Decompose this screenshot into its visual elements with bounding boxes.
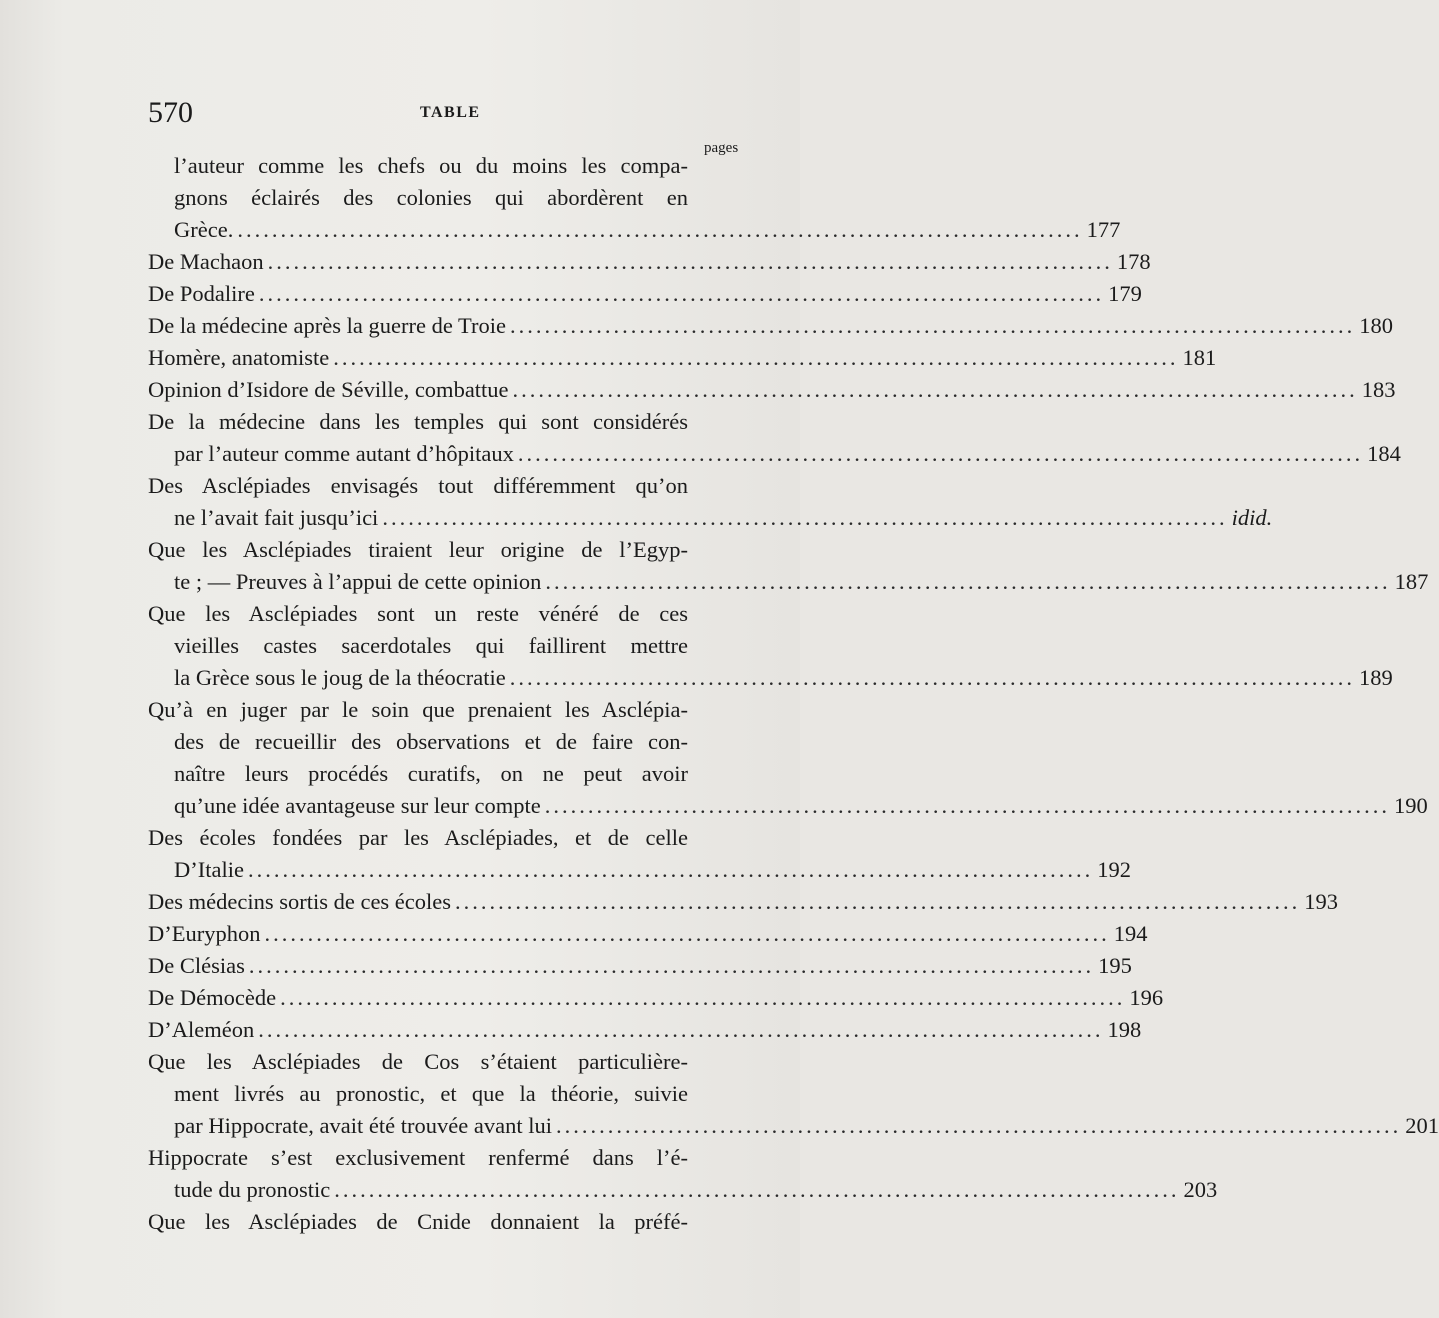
toc-entry [148, 278, 1142, 310]
dot-leader: .................................................................................................. [264, 921, 1110, 946]
toc-page-number: 195 [1098, 953, 1132, 978]
toc-entry-final-line [148, 438, 1401, 470]
dot-leader: .................................................................................................. [509, 313, 1356, 338]
toc-page-number: 198 [1107, 1017, 1142, 1042]
toc-entry-line: l’auteur comme les chefs ou du moins les compa- [174, 153, 688, 178]
toc-entry [148, 1206, 760, 1238]
toc-entry-title: D’Euryphon [148, 921, 261, 946]
toc-page-number: 181 [1182, 345, 1217, 370]
toc-entry-title: De Démocède [148, 985, 277, 1010]
dot-leader: .................................................................................................. [333, 345, 1179, 370]
toc-entry [148, 982, 1164, 1014]
dot-leader: .................................................................................................. [334, 1177, 1180, 1202]
toc-entry [148, 598, 1393, 694]
dot-leader: .................................................................................................. [258, 1017, 1104, 1042]
toc-entry-final-line [148, 1014, 1142, 1046]
toc-entry [148, 886, 1339, 918]
toc-entry-title: De Clésias [148, 953, 245, 978]
toc-entry [148, 150, 1121, 246]
toc-entry-title: De Machaon [148, 249, 264, 274]
toc-entry-line: Hippocrate s’est exclusivement renfermé dans l’é- [148, 1145, 688, 1170]
dot-leader: .................................................................................................. [555, 1113, 1402, 1138]
toc-entry-title: tude du pronostic [174, 1177, 331, 1202]
toc-entry-line: des de recueillir des observations et de faire con- [174, 729, 688, 754]
toc-entry [148, 534, 1429, 598]
toc-page-number: 189 [1358, 665, 1393, 690]
toc-entry-line: ment livrés au pronostic, et que la théorie, suivie [174, 1081, 688, 1106]
dot-leader: .................................................................................................. [512, 377, 1358, 402]
toc-entry-final-line [148, 1174, 1218, 1206]
toc-entry [148, 1142, 1218, 1206]
toc-entry [148, 694, 1428, 822]
toc-entry-title: qu’une idée avantageuse sur leur compte [174, 793, 541, 818]
toc-entry-line: Des écoles fondées par les Asclépiades, et de celle [148, 825, 688, 850]
toc-entry-final-line [148, 566, 1429, 598]
toc-entry [148, 374, 1396, 406]
toc-entry-title: par l’auteur comme autant d’hôpitaux [174, 441, 514, 466]
toc-page-number: 180 [1359, 313, 1393, 338]
dot-leader: .................................................................................................. [267, 249, 1113, 274]
toc-entry-line: Que les Asclépiades tiraient leur origine de l’Egyp- [148, 537, 688, 562]
toc-page-number: 190 [1393, 793, 1428, 818]
toc-entry [148, 950, 1132, 982]
toc-entry-title: De Podalire [148, 281, 255, 306]
toc-entry-title: te ; — Preuves à l’appui de cette opinion [174, 569, 542, 594]
toc-entry-final-line [148, 374, 1396, 406]
toc-entry-final-line [148, 246, 1151, 278]
toc-entry-title: Homère, anatomiste [148, 345, 330, 370]
toc-entry-final-line [148, 502, 1273, 534]
toc-page-number: 196 [1129, 985, 1164, 1010]
dot-leader: .................................................................................................. [545, 569, 1391, 594]
toc-page-number: 201 [1405, 1113, 1439, 1138]
toc-entry-line: gnons éclairés des colonies qui abordèrent en [174, 185, 688, 210]
dot-leader: .................................................................................................. [455, 889, 1301, 914]
toc-entry [148, 246, 1151, 278]
toc-page-number: 179 [1108, 281, 1142, 306]
dot-leader: .................................................................................................. [248, 953, 1095, 978]
toc-entry-line: vieilles castes sacerdotales qui faillirent mettre [174, 633, 688, 658]
toc-page-number: 193 [1304, 889, 1339, 914]
dot-leader: .................................................................................................. [237, 217, 1083, 242]
toc-entry-final-line [148, 662, 1393, 694]
toc-entry [148, 918, 1148, 950]
dot-leader: .................................................................................................. [247, 857, 1094, 882]
toc-entry-final-line [148, 342, 1217, 374]
dot-leader: .................................................................................................. [382, 505, 1228, 530]
toc-entry-final-line [148, 310, 1393, 342]
dot-leader: .................................................................................................. [544, 793, 1390, 818]
toc-entry-final-line [148, 1110, 1439, 1142]
toc-page-number: 192 [1097, 857, 1131, 882]
toc-entry [148, 310, 1393, 342]
toc-entry-line: naître leurs procédés curatifs, on ne peut avoir [174, 761, 688, 786]
toc-entry-title: la Grèce sous le joug de la théocratie [174, 665, 506, 690]
toc-entry-final-line [148, 790, 1428, 822]
toc-entry-line: Que les Asclépiades de Cos s’étaient particulière- [148, 1049, 688, 1074]
toc-entry-final-line [148, 278, 1142, 310]
dot-leader: .................................................................................................. [509, 665, 1355, 690]
toc-entry-final-line [148, 886, 1339, 918]
toc-entry [148, 406, 1401, 470]
toc-entry [148, 822, 1131, 886]
dot-leader: .................................................................................................. [280, 985, 1126, 1010]
toc-entry-final-line [148, 918, 1148, 950]
toc-entry-final-line [148, 214, 1121, 246]
toc-page-number: idid. [1231, 505, 1273, 530]
toc-entry [148, 1046, 1439, 1142]
toc-page-number: 187 [1394, 569, 1429, 594]
toc-entry-line: De la médecine dans les temples qui sont considérés [148, 409, 688, 434]
toc-entry-final-line [148, 854, 1131, 886]
toc-page-number: 184 [1367, 441, 1401, 466]
toc-entry-line: Que les Asclépiades de Cnide donnaient la préfé- [148, 1209, 688, 1234]
toc-entry-title: Des médecins sortis de ces écoles [148, 889, 452, 914]
page-number: 570 [148, 96, 193, 129]
toc-entry [148, 470, 1273, 534]
toc-page-number: 194 [1113, 921, 1148, 946]
toc-entry-final-line [148, 950, 1132, 982]
toc-entry-final-line [148, 982, 1164, 1014]
toc-page-number: 183 [1361, 377, 1396, 402]
toc-entry [148, 342, 1217, 374]
toc-entry-line: Des Asclépiades envisagés tout différemment qu’on [148, 473, 688, 498]
pages-column-label: pages [704, 140, 739, 156]
toc-entry-title: De la médecine après la guerre de Troie [148, 313, 506, 338]
toc-entry-title: par Hippocrate, avait été trouvée avant lui [174, 1113, 552, 1138]
toc-entry-title: Opinion d’Isidore de Séville, combattue [148, 377, 509, 402]
toc-page-number: 178 [1116, 249, 1151, 274]
toc-entry-line: Qu’à en juger par le soin que prenaient les Asclépia- [148, 697, 688, 722]
running-title: TABLE [420, 104, 481, 121]
toc-entry-title: Grèce. [174, 217, 234, 242]
table-of-contents [148, 150, 1439, 1238]
page-header [148, 96, 708, 136]
dot-leader: .................................................................................................. [258, 281, 1105, 306]
toc-entry-title: D’Aleméon [148, 1017, 255, 1042]
toc-entry-title: ne l’avait fait jusqu’ici [174, 505, 379, 530]
toc-page-number: 177 [1086, 217, 1121, 242]
toc-entry-line: Que les Asclépiades sont un reste vénéré de ces [148, 601, 688, 626]
toc-page-number: 203 [1183, 1177, 1218, 1202]
toc-entry-title: D’Italie [174, 857, 244, 882]
dot-leader: .................................................................................................. [517, 441, 1364, 466]
toc-entry [148, 1014, 1142, 1046]
